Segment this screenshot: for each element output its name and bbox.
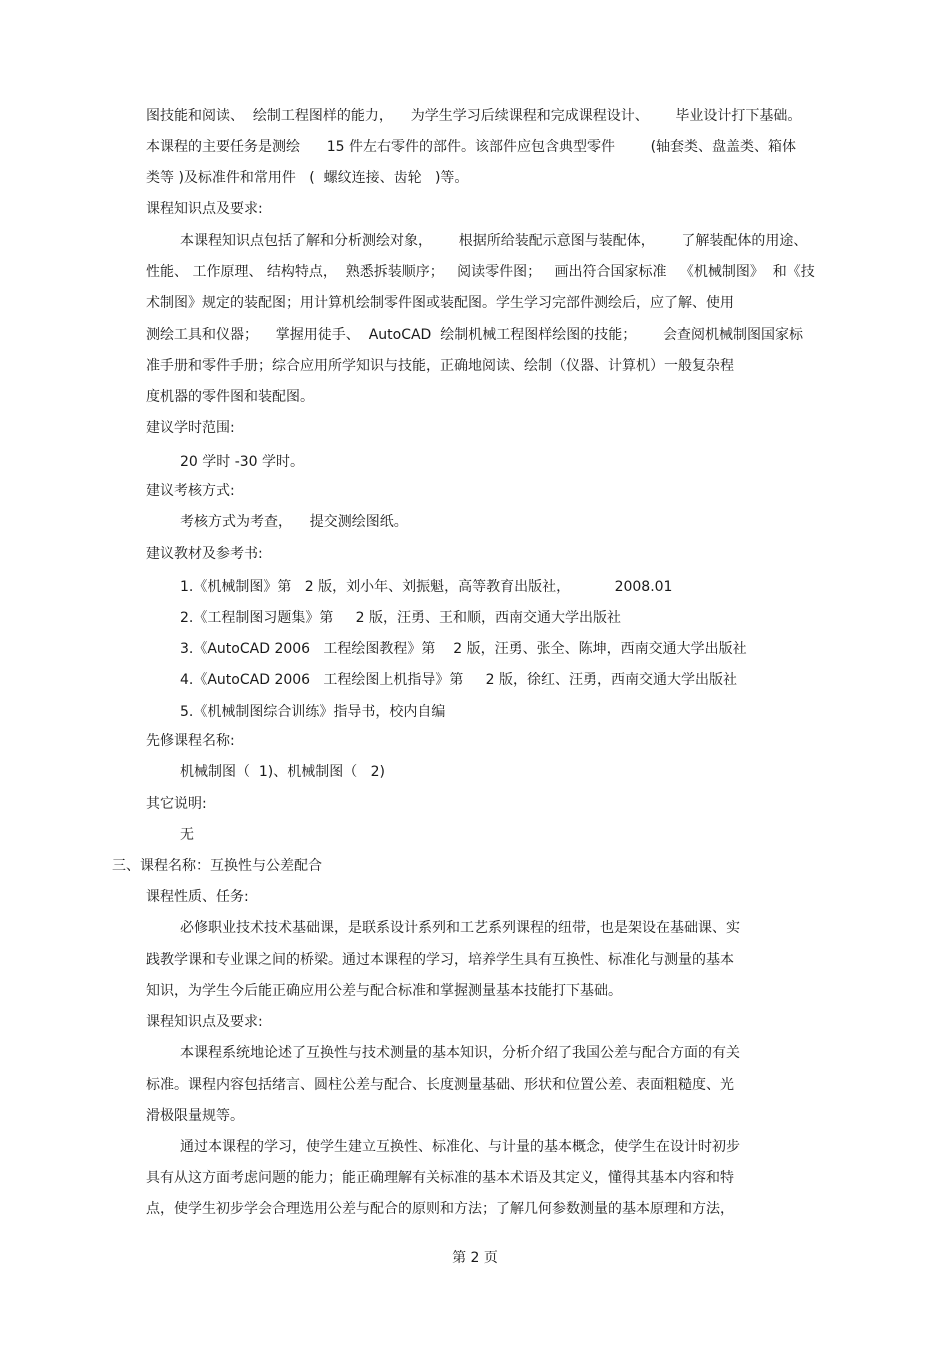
text-line: 类等 )及标准件和常用件 ( 螺纹连接、齿轮 )等。 xyxy=(146,170,469,186)
reference-item: 5.《机械制图综合训练》指导书，校内自编 xyxy=(180,704,446,720)
section-heading: 建议考核方式: xyxy=(146,483,235,499)
text-line: 践教学课和专业课之间的桥梁。通过本课程的学习，培养学生具有互换性、标准化与测量的基本 xyxy=(146,952,734,968)
text-line: 通过本课程的学习，使学生建立互换性、标准化、与计量的基本概念，使学生在设计时初步 xyxy=(180,1139,740,1155)
section-heading: 先修课程名称: xyxy=(146,733,235,749)
text-line: 术制图》规定的装配图；用计算机绘制零件图或装配图。学生学习完部件测绘后，应了解、使用 xyxy=(146,295,734,311)
text-line: 图技能和阅读、 绘制工程图样的能力， 为学生学习后续课程和完成课程设计、 毕业设计打下基础。 xyxy=(146,108,802,124)
text-line: 考核方式为考查， 提交测绘图纸。 xyxy=(180,514,408,530)
text-line: 课程知识点及要求: xyxy=(146,201,263,217)
text-line: 20 学时 -30 学时。 xyxy=(180,454,305,470)
text-line: 点，使学生初步学会合理选用公差与配合的原则和方法；了解几何参数测量的基本原理和方法， xyxy=(146,1201,734,1217)
section-heading: 建议学时范围: xyxy=(146,420,235,436)
reference-item: 1.《机械制图》第 2 版，刘小年、刘振魁，高等教育出版社， 2008.01 xyxy=(180,579,673,595)
text-line: 度机器的零件图和装配图。 xyxy=(146,389,314,405)
section-heading: 课程性质、任务: xyxy=(146,889,249,905)
text-line: 本课程系统地论述了互换性与技术测量的基本知识，分析介绍了我国公差与配合方面的有关 xyxy=(180,1045,740,1061)
reference-item: 3.《AutoCAD 2006 工程绘图教程》第 2 版，汪勇、张全、陈坤，西南交通大学出版社 xyxy=(180,641,747,657)
chapter-heading: 三、课程名称：互换性与公差配合 xyxy=(112,858,322,874)
text-line: 必修职业技术技术基础课，是联系设计系列和工艺系列课程的纽带，也是架设在基础课、实 xyxy=(180,920,740,936)
text-line: 准手册和零件手册；综合应用所学知识与技能，正确地阅读、绘制（仪器、计算机）一般复杂程 xyxy=(146,358,734,374)
section-heading: 建议教材及参考书: xyxy=(146,546,263,562)
text-line: 滑极限量规等。 xyxy=(146,1108,244,1124)
section-heading: 课程知识点及要求: xyxy=(146,1014,263,1030)
text-line: 具有从这方面考虑问题的能力；能正确理解有关标准的基本术语及其定义，懂得其基本内容和特 xyxy=(146,1170,734,1186)
reference-item: 4.《AutoCAD 2006 工程绘图上机指导》第 2 版，徐红、汪勇，西南交通大学出版社 xyxy=(180,672,738,688)
text-line: 无 xyxy=(180,827,194,843)
text-line: 本课程的主要任务是测绘 15 件左右零件的部件。该部件应包含典型零件 (轴套类、盘盖类、箱体 xyxy=(146,139,797,155)
text-line: 标准。课程内容包括绪言、圆柱公差与配合、长度测量基础、形状和位置公差、表面粗糙度、光 xyxy=(146,1077,734,1093)
text-line: 性能、 工作原理、 结构特点， 熟悉拆装顺序； 阅读零件图； 画出符合国家标准 《机械制图》 和《技 xyxy=(146,264,815,280)
text-line: 机械制图（ 1)、机械制图（ 2) xyxy=(180,764,385,780)
reference-item: 2.《工程制图习题集》第 2 版，汪勇、王和顺，西南交通大学出版社 xyxy=(180,610,621,626)
text-line: 测绘工具和仪器； 掌握用徒手、 AutoCAD 绘制机械工程图样绘图的技能； 会查阅机械制图国家标 xyxy=(146,327,803,343)
section-heading: 其它说明: xyxy=(146,796,207,812)
text-line: 知识，为学生今后能正确应用公差与配合标准和掌握测量基本技能打下基础。 xyxy=(146,983,622,999)
text-line: 本课程知识点包括了解和分析测绘对象， 根据所给装配示意图与装配体， 了解装配体的用途、 xyxy=(180,233,808,249)
page-number: 第 2 页 xyxy=(452,1250,498,1266)
